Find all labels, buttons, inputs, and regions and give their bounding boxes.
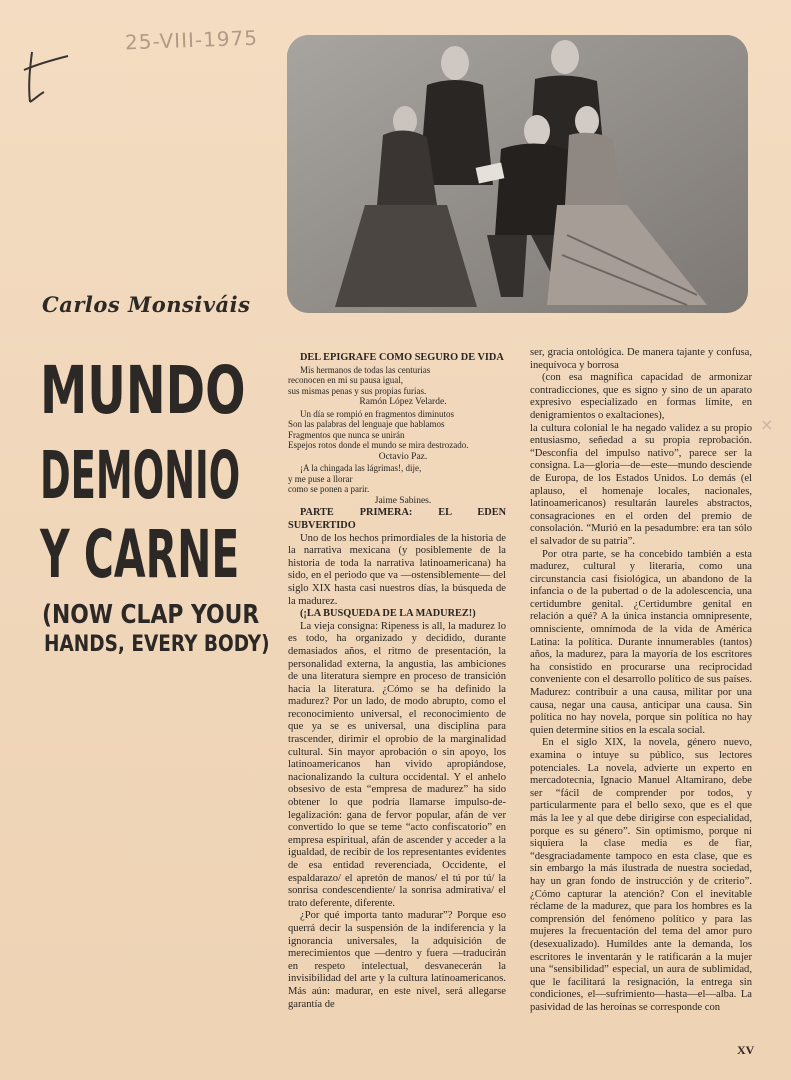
body-paragraph: En el siglo XIX, la novela, género nuevo, examina o intuye su público, sus lectores potenciales. La novela, advierte un experto en mercadotecnia, Ignacio Manuel Altamirano, debe ser “fácil de comprender por todos, y particularmente para el bello sexo, que es el que más la lee y al que debe dirigirse con especialidad, porque es su género”. Sin optimismo, porque ni siquiera la clase media es de fiar, “desgraciadamente tampoco en esta clase, que es sin embargo la más ilustrada de nuestra sociedad, hay un gran fondo de instrucción y de criterio”. ¿Cómo capturar la atención? Con el inevitable réclame de la madurez, que para los hombres es la comprensión del fenómeno político y para las mujeres la frecuentación del tema del amor puro (desexualizado). Humildes ante la demanda, los escritores le inventarán y le ratificarán a la mujer una “sensibilidad” especial, un aura de sublimidad, que le facilitará la resignación, la entrega sin condiciones, el—sufrimiento—hasta—el—alba. La pasividad de las heroínas se corresponde con (530, 737, 752, 1013)
title-line-2: DEMONIO (40, 437, 241, 514)
body-paragraph: Uno de los hechos primordiales de la historia de la narrativa mexicana (y posiblemente de la historia de toda la narrativa latinoamericana) ha sido, en el periodo que va —ostensiblemente— del siglo XIX hasta casi nuestros días, la búsqueda de la madurez. (288, 532, 506, 607)
epigraph-attribution: Jaime Sabines. (374, 495, 432, 506)
title-line-3: Y CARNE (40, 516, 240, 593)
epigraph-verse: Mis hermanos de todas las centurias reconocen en mi su pausa igual, sus mismas penas y sus propias furias. (288, 364, 431, 396)
handwritten-date: 25-VIII-1975 (124, 25, 259, 55)
pencil-x-mark-icon: × (760, 415, 774, 434)
article-column-1 (288, 352, 506, 1011)
title-line-1: MUNDO (40, 352, 246, 429)
page-number: XV (737, 1043, 755, 1057)
body-paragraph: la cultura colonial le ha negado validez a su propio entusiasmo, señedad a su propia reprobación. “Desconfía del impulso nativo”, parece ser la consigna. La—gloria—de—este—mundo desciende de Europa, de los Estados Unidos. Lo demás (el aplauso, el homenaje locales, nacionales, latinoamericanos) resultarán laureles abstractos, consagraciones en el orden del premio de consolación. “Murió en la pesadumbre: era tan sólo el salvador de su patria”. (530, 422, 752, 547)
subsection-heading: (¡LA BUSQUEDA DE LA MADUREZ!) (300, 608, 476, 620)
epigraph-verse: Un día se rompió en fragmentos diminutos Son las palabras del lenguaje que hablamos Fragmentos que nunca se unirán Espejos rotos donde el mundo se mira destrozado. (288, 408, 469, 451)
subtitle-line-2: HANDS, EVERY BODY) (44, 632, 270, 657)
body-paragraph: La vieja consigna: Ripeness is all, la madurez lo es todo, ha organizado y decidido, durante demasiados años, el ritmo de presentación, la personalidad externa, la angustia, las ambiciones de una literatura siempre en proceso de transición hacia la literatura. ¿Cómo se ha definido la madurez? Por un lado, de modo abrupto, como el reconocimiento universal, el reconocimiento de que ya se es universal, una disciplina para trascender, dirimir el oprobio de la marginalidad cultural. Sin mayor aprobación o sin apoyo, los latinoamericanos han vivido apropiándose, nacionalizando la cultura occidental. Y el anhelo obsesivo de esta “empresa de madurez” ha sido obtener lo que podría llamarse impulso-de-legalización: gana de fervor popular, afán de ver convertido lo que se teme “acto confiscatorio” en empresa espiritual, afán de ascender y acceder a la igualdad, de recibir de los representantes evidentes de esa entidad reverenciada, Occidente, el espaldarazo/ el apretón de manos/ el tú por tú/ la sonrisa condescendiente/ la sonrisa admirativa/ el trato deferente, diferente. (288, 620, 506, 909)
inset-paragraph: (con esa magnífica capacidad de armonizar contradicciones, que es signo y sino de un aparato expresivo especializado en formas límite, en denigramientos o exaltaciones), (530, 372, 752, 421)
epigraph-verse: ¡A la chingada las lágrimas!, dije, y me puse a llorar como se ponen a parir. (288, 463, 422, 495)
article-column-2 (530, 347, 752, 1014)
body-paragraph: Por otra parte, se ha concebido también a esta madurez, cultural y literaria, como una circunstancia casi fisiológica, un abandono de la infancia o de la pubertad o de la adolescencia, una certidumbre genital. ¿Certidumbre genital en relación a qué? A la única instancia omnipresente, omnisciente, omnímoda de la vida de América Latina: la política. Durante innumerables (tantos) años, la madurez, para la mayoría de los escritores ha consistido en procurarse una reciprocidad conveniente con el desarrollo político de sus países. Madurez: contribuir a una causa, militar por una causa, negar una causa, anticipar una causa. Sin política no hay novela, porque sin política no hay quien determine sitios en la escala social. (530, 548, 752, 736)
epigraph-heading: DEL EPIGRAFE COMO SEGURO DE VIDA (300, 352, 504, 363)
handwritten-mark-icon (22, 48, 70, 106)
epigraph-attribution: Octavio Paz. (378, 451, 428, 462)
body-paragraph: ¿Por qué importa tanto madurar”? Porque eso querrá decir la suspensión de la indiferencia y la ignorancia universales, la adquisición de merecimientos que —dentro y fuera —traducirán en respeto intelectual, desvanecerán la invisibilidad del arte y la cultura latinoamericanos. Más aún: madurar, en este nivel, será allegarse garantía de (288, 910, 506, 1010)
epigraph-attribution: Ramón López Velarde. (359, 397, 447, 408)
author-name: Carlos Monsiváis (42, 292, 251, 317)
section-heading: PARTE PRIMERA: EL EDEN SUBVERTIDO (288, 507, 506, 531)
group-portrait-photo (287, 35, 748, 313)
subtitle-line-1: (NOW CLAP YOUR (42, 600, 260, 630)
body-paragraph: ser, gracia ontológica. De manera tajante y confusa, inequívoca y borrosa (530, 347, 752, 371)
